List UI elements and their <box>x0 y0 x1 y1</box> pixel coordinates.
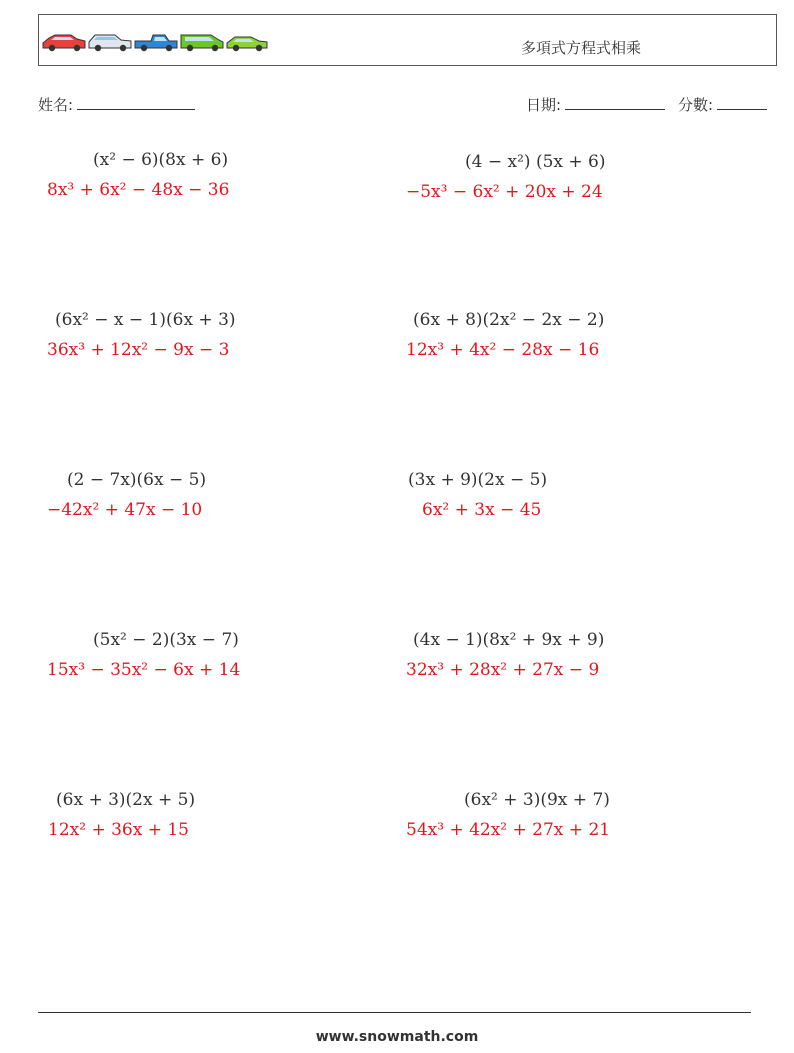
car-icon-red <box>43 35 85 51</box>
date-label: 日期: <box>526 96 562 114</box>
problem-question: (6x² − x − 1)(6x + 3) <box>55 310 236 330</box>
problem-answer: −5x³ − 6x² + 20x + 24 <box>406 182 603 202</box>
date-blank[interactable] <box>565 95 665 110</box>
problem-answer: 32x³ + 28x² + 27x − 9 <box>406 660 600 680</box>
problem-answer: 12x² + 36x + 15 <box>48 820 189 840</box>
car-icon-blue-pickup <box>135 35 177 51</box>
problem-answer: 36x³ + 12x² − 9x − 3 <box>47 340 230 360</box>
car-icon-white <box>89 35 131 51</box>
car-icons <box>41 29 271 53</box>
date-field <box>526 94 665 115</box>
car-icon-lime <box>227 37 267 51</box>
problem-question: (6x + 8)(2x² − 2x − 2) <box>413 310 605 330</box>
problem-answer: 6x² + 3x − 45 <box>422 500 542 520</box>
problem-question: (2 − 7x)(6x − 5) <box>67 470 207 490</box>
problem-question: (x² − 6)(8x + 6) <box>93 150 229 170</box>
problem-question: (4 − x²) (5x + 6) <box>465 152 606 172</box>
name-blank[interactable] <box>77 95 195 110</box>
name-label: 姓名: <box>38 96 74 114</box>
score-blank[interactable] <box>717 95 767 110</box>
worksheet-title: 多項式方程式相乘 <box>521 39 642 57</box>
problem-question: (3x + 9)(2x − 5) <box>408 470 548 490</box>
worksheet-header <box>38 14 777 66</box>
problem-answer: −42x² + 47x − 10 <box>47 500 203 520</box>
problem-question: (5x² − 2)(3x − 7) <box>93 630 239 650</box>
name-field <box>38 94 195 115</box>
problem-answer: 54x³ + 42x² + 27x + 21 <box>406 820 611 840</box>
problem-answer: 8x³ + 6x² − 48x − 36 <box>47 180 230 200</box>
problem-answer: 12x³ + 4x² − 28x − 16 <box>406 340 600 360</box>
score-label: 分數: <box>678 96 714 114</box>
car-icon-green-van <box>181 35 223 51</box>
problem-question: (6x² + 3)(9x + 7) <box>464 790 610 810</box>
problem-question: (6x + 3)(2x + 5) <box>56 790 196 810</box>
problem-question: (4x − 1)(8x² + 9x + 9) <box>413 630 605 650</box>
score-field <box>678 94 767 115</box>
footer-divider <box>38 1012 751 1013</box>
footer-url: www.snowmath.com <box>315 1029 479 1045</box>
problem-answer: 15x³ − 35x² − 6x + 14 <box>47 660 241 680</box>
